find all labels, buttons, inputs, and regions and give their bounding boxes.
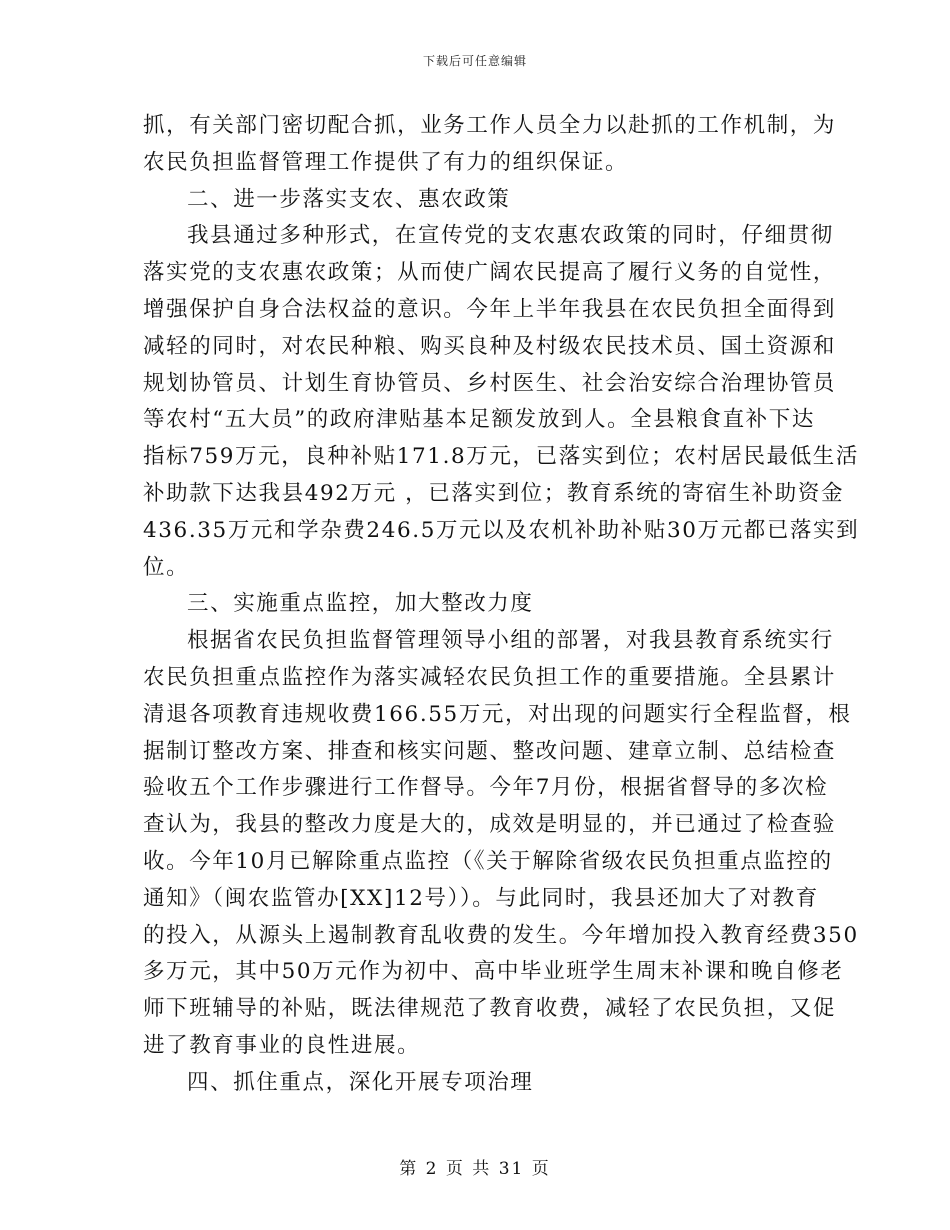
section-heading: 三、实施重点监控，加大整改力度	[187, 591, 534, 617]
document-body	[143, 108, 860, 1102]
text-line: 落实党的支农惠农政策；从而使广阔农民提高了履行义务的自觉性，	[143, 260, 837, 286]
section-heading: 二、进一步落实支农、惠农政策	[187, 186, 511, 212]
text-line: 验收五个工作步骤进行工作督导。今年7月份，根据省督导的多次检	[143, 775, 829, 801]
text-line: 指标759万元，良种补贴171.8万元，已落实到位；农村居民最低生活	[143, 444, 859, 470]
text-line: 农民负担监督管理工作提供了有力的组织保证。	[143, 149, 629, 175]
text-line: 补助款下达我县492万元 ，已落实到位；教育系统的寄宿生补助资金	[143, 480, 845, 506]
text-line: 收。今年10月已解除重点监控（《关于解除省级农民负担重点监控的	[143, 848, 833, 874]
text-line: 查认为，我县的整改力度是大的，成效是明显的，并已通过了检查验	[143, 812, 837, 838]
text-line: 减轻的同时，对农民种粮、购买良种及村级农民技术员、国土资源和	[143, 333, 837, 359]
page-footer: 第 2 页 共 31 页	[399, 1159, 551, 1179]
text-line: 位。	[143, 554, 190, 580]
text-line: 等农村“五大员”的政府津贴基本足额发放到人。全县粮食直补下达	[143, 407, 815, 433]
text-line: 根据省农民负担监督管理领导小组的部署，对我县教育系统实行	[187, 628, 834, 654]
section-heading: 四、抓住重点，深化开展专项治理	[187, 1069, 534, 1095]
text-line: 抓，有关部门密切配合抓，业务工作人员全力以赴抓的工作机制，为	[143, 113, 837, 138]
text-line: 规划协管员、计划生育协管员、乡村医生、社会治安综合治理协管员	[143, 370, 837, 396]
text-line: 进了教育事业的良性进展。	[143, 1032, 421, 1058]
text-line: 多万元，其中50万元作为初中、高中毕业班学生周末补课和晚自修老	[143, 959, 844, 985]
text-line: 农民负担重点监控作为落实减轻农民负担工作的重要措施。全县累计	[143, 664, 837, 690]
text-line: 师下班辅导的补贴，既法律规范了教育收费，减轻了农民负担，又促	[143, 996, 837, 1022]
text-line: 的投入，从源头上遏制教育乱收费的发生。今年增加投入教育经费350	[143, 922, 859, 948]
text-line: 清退各项教育违规收费166.55万元，对出现的问题实行全程监督，根	[143, 701, 852, 727]
text-line: 增强保护自身合法权益的意识。今年上半年我县在农民负担全面得到	[143, 296, 837, 322]
text-line: 通知》（闽农监管办[XX]12号））。与此同时，我县还加大了对教育	[143, 885, 819, 911]
text-line: 我县通过多种形式，在宣传党的支农惠农政策的同时，仔细贯彻	[187, 223, 834, 249]
page-header: 下载后可任意编辑	[422, 54, 527, 68]
text-line: 据制订整改方案、排查和核实问题、整改问题、建章立制、总结检查	[143, 738, 837, 764]
text-line: 436.35万元和学杂费246.5万元以及农机补助补贴30万元都已落实到	[143, 517, 860, 543]
